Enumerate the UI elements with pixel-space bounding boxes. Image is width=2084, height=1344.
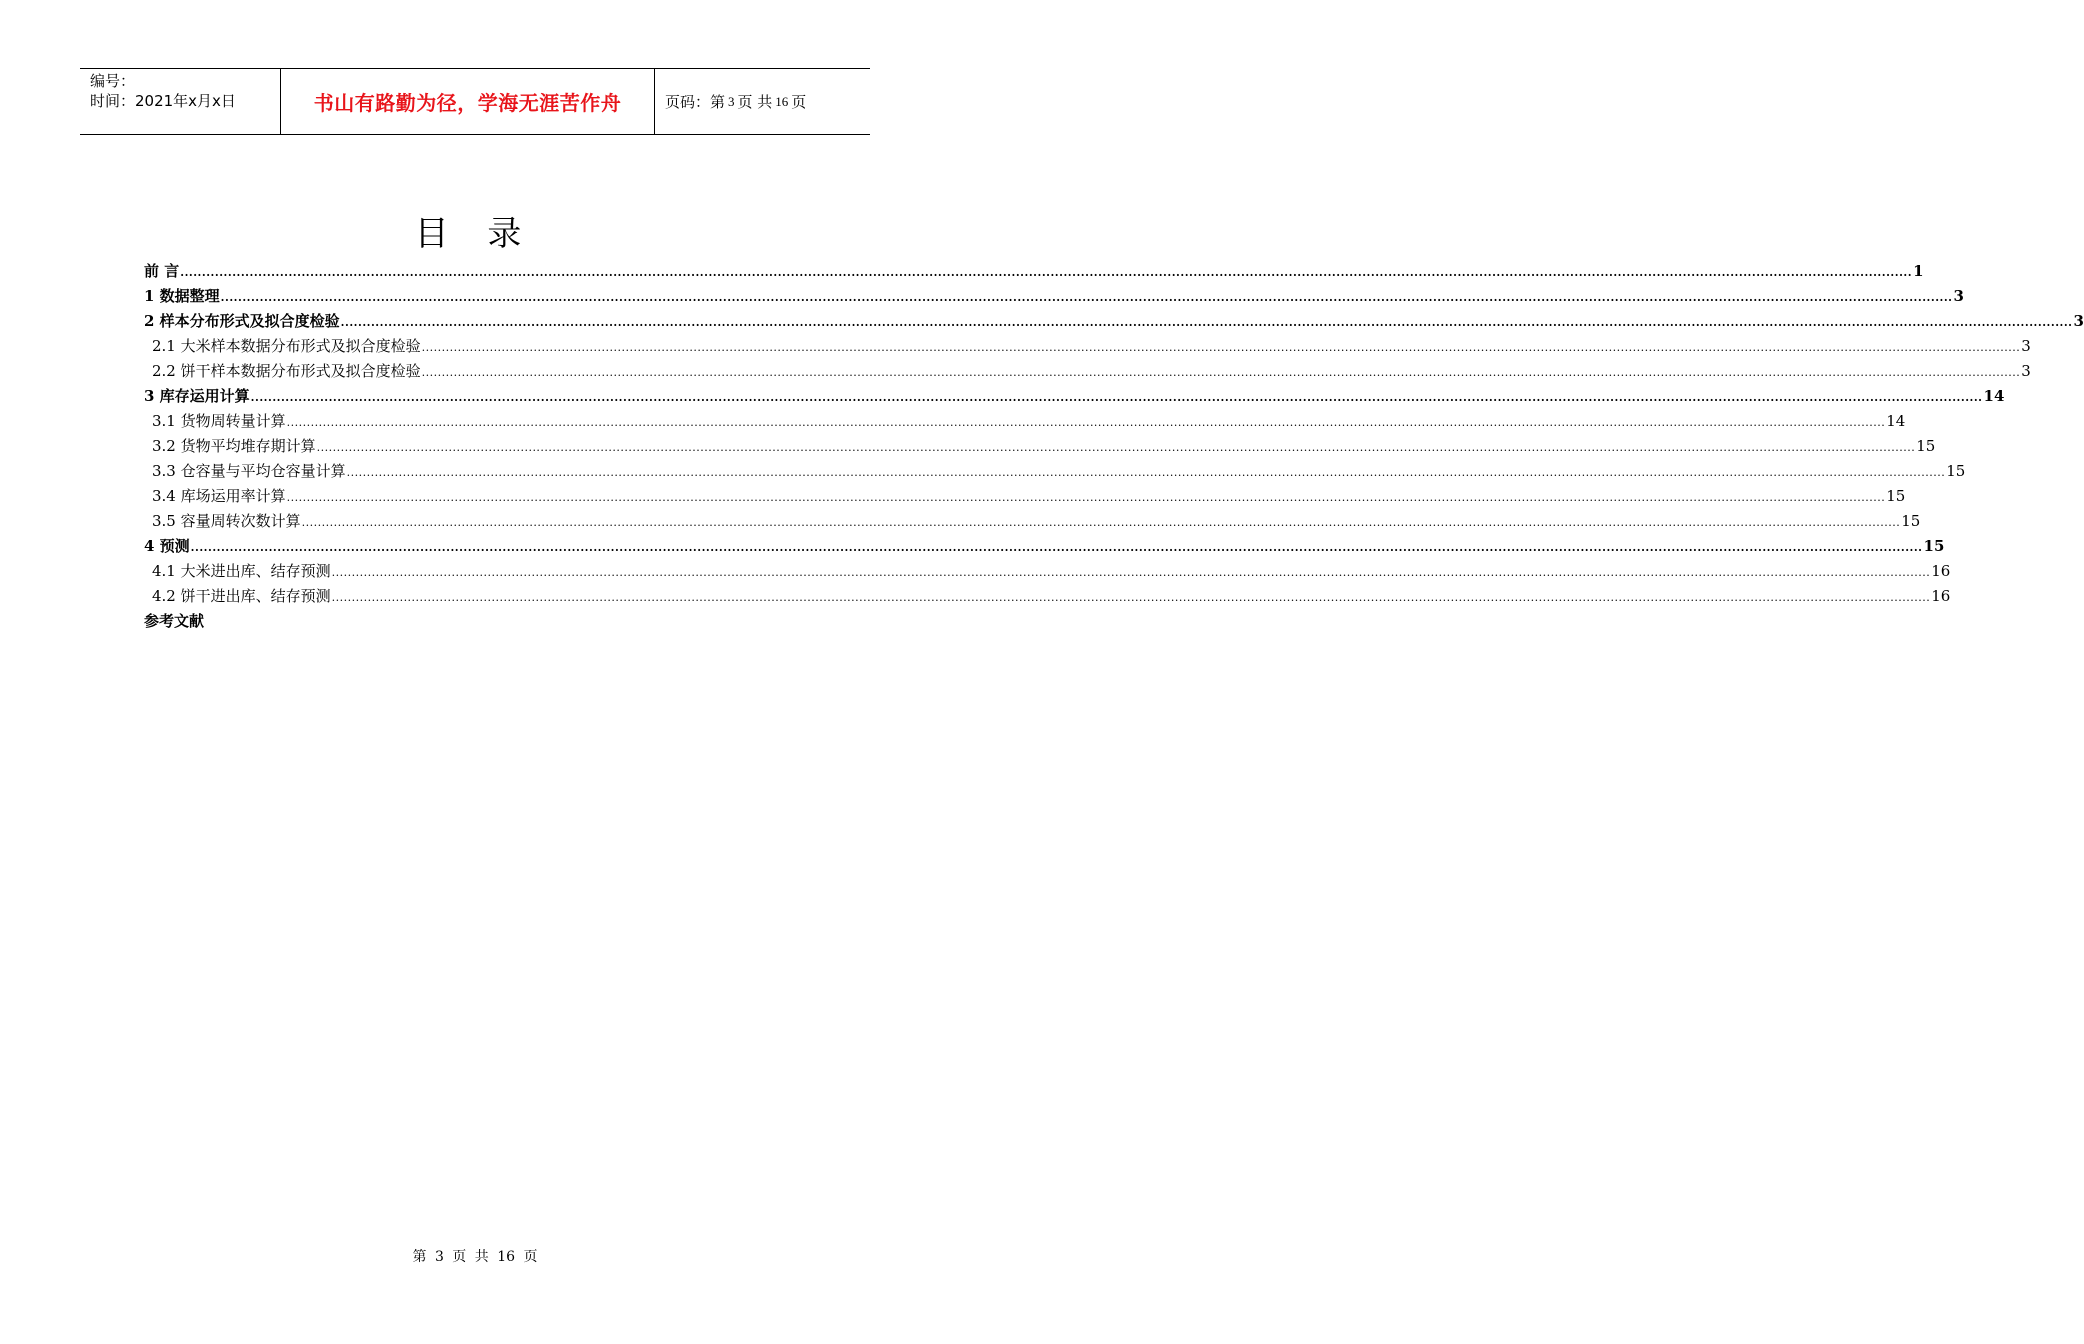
toc-entry-label: 4 预测 [144,537,190,555]
toc-entry-page: 15 [1901,512,1921,530]
toc-entry[interactable] [144,334,2031,359]
toc-entry[interactable] [144,534,1945,559]
toc-entry[interactable] [144,309,2084,334]
toc-entry[interactable] [144,459,1966,484]
toc-entry[interactable] [144,584,1951,609]
toc-entry-page: 3 [1953,287,1964,305]
toc-entry-label: 2.2 饼干样本数据分布形式及拟合度检验 [152,362,421,380]
page-middle: 页 共 [737,93,773,111]
header-meta [80,69,281,134]
toc-entry-label: 前 言 [144,262,180,280]
toc-entry-page: 15 [1946,462,1966,480]
toc-entry[interactable] [144,409,1906,434]
toc-entry-page: 15 [1886,487,1906,505]
toc-dot-leader: ................................................................................................................................................................................................................................................................................................................................................................................................................ [286,491,1886,504]
toc-dot-leader: ................................................................................................................................................................................................................................................................................................................................................................................................................ [220,291,1953,304]
toc-entry-label: 3.2 货物平均堆存期计算 [152,437,316,455]
toc-dot-leader: ................................................................................................................................................................................................................................................................................................................................................................................................................ [316,441,1916,454]
page-suffix: 页 [791,93,807,111]
toc-entry-page: 3 [2021,337,2031,355]
toc-entry[interactable] [144,384,2005,409]
header-motto: 书山有路勤为径，学海无涯苦作舟 [281,69,655,134]
document-number-label: 编号： [90,72,136,90]
toc-dot-leader: ................................................................................................................................................................................................................................................................................................................................................................................................................ [286,416,1886,429]
toc-entry-label: 3.3 仓容量与平均仓容量计算 [152,462,346,480]
toc-dot-leader: ................................................................................................................................................................................................................................................................................................................................................................................................................ [346,466,1946,479]
toc-entry-page: 1 [1913,262,1924,280]
toc-dot-leader: ................................................................................................................................................................................................................................................................................................................................................................................................................ [301,516,1901,529]
toc-entry-label: 3 库存运用计算 [144,387,250,405]
toc-entry-label: 2.1 大米样本数据分布形式及拟合度检验 [152,337,421,355]
header-page-info [655,69,870,134]
toc-entry[interactable] [144,484,1906,509]
toc-entry-label: 1 数据整理 [144,287,220,305]
toc-entry-label: 4.2 饼干进出库、结存预测 [152,587,331,605]
toc-entry-label: 3.1 货物周转量计算 [152,412,286,430]
document-time-label: 时间：2021年x月x日 [90,92,236,110]
toc-title: 目 录 [414,214,536,254]
toc-dot-leader: ................................................................................................................................................................................................................................................................................................................................................................................................................ [331,566,1931,579]
toc-entry-page: 3 [2021,362,2031,380]
toc-entry[interactable] [144,259,1924,284]
toc-entry[interactable] [144,559,1951,584]
page-current: 3 [728,93,735,109]
toc-entry-page: 16 [1931,587,1951,605]
page-prefix: 页码：第 [665,93,726,111]
toc-entry-label: 2 样本分布形式及拟合度检验 [144,312,340,330]
toc-entry-label: 3.5 容量周转次数计算 [152,512,301,530]
toc-dot-leader: ................................................................................................................................................................................................................................................................................................................................................................................................................ [250,391,1983,404]
toc-entry-page: 15 [1916,437,1936,455]
page-header [80,68,870,135]
toc-entry-page: 3 [2073,312,2084,330]
toc-dot-leader: ................................................................................................................................................................................................................................................................................................................................................................................................................ [190,541,1923,554]
toc-entry-label: 3.4 库场运用率计算 [152,487,286,505]
page-footer: 第 3 页 共 16 页 [412,1249,538,1265]
toc-dot-leader: ................................................................................................................................................................................................................................................................................................................................................................................................................ [421,341,2021,354]
toc-dot-leader: ................................................................................................................................................................................................................................................................................................................................................................................................................ [180,266,1913,279]
toc-entry-page: 14 [1983,387,2005,405]
toc-entry[interactable] [144,509,1921,534]
toc-entry-page: 15 [1923,537,1945,555]
toc-entry-label: 4.1 大米进出库、结存预测 [152,562,331,580]
toc-dot-leader: ................................................................................................................................................................................................................................................................................................................................................................................................................ [331,591,1931,604]
toc-entry[interactable] [144,359,2031,384]
toc-entry-page: 14 [1886,412,1906,430]
toc-entry[interactable] [144,434,1936,459]
toc-entry[interactable] [144,609,807,634]
page-total: 16 [775,93,789,109]
table-of-contents [144,259,2084,634]
toc-entry-label: 参考文献 [144,612,205,630]
toc-entry-page: 16 [1931,562,1951,580]
toc-dot-leader: ................................................................................................................................................................................................................................................................................................................................................................................................................ [340,316,2073,329]
toc-entry[interactable] [144,284,1964,309]
toc-dot-leader: ................................................................................................................................................................................................................................................................................................................................................................................................................ [421,366,2021,379]
